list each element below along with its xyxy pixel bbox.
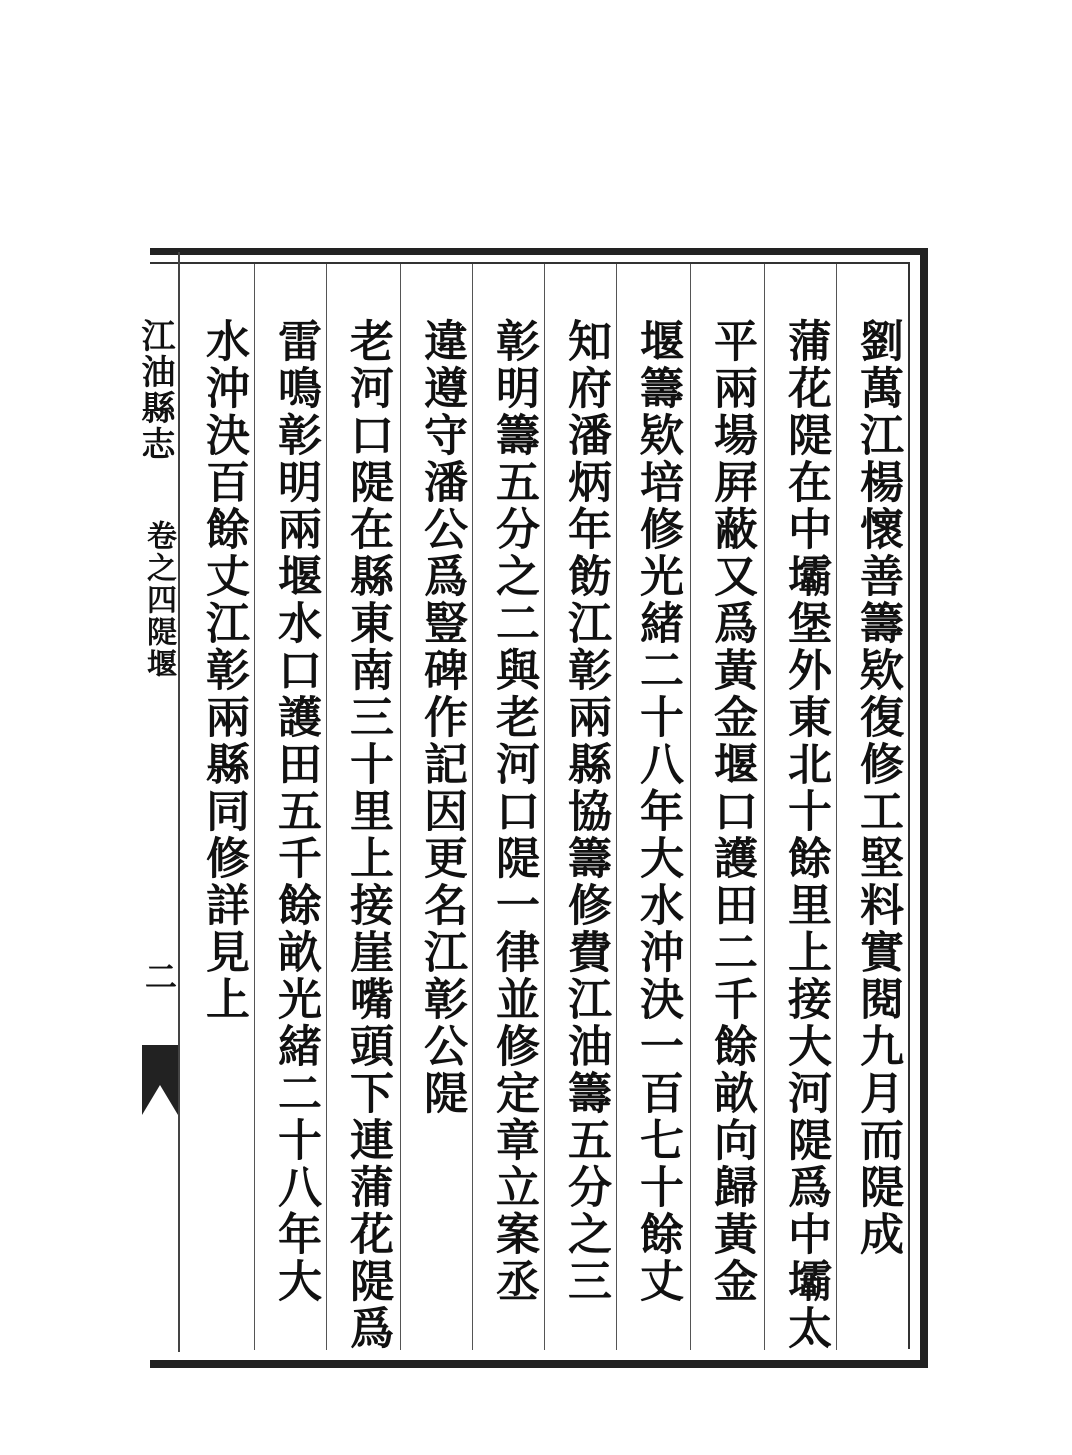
text-column-10: 水沖決百餘丈江彰兩縣同修詳見上 <box>198 318 249 1023</box>
column-rule <box>764 264 765 1350</box>
column-rule <box>400 264 401 1350</box>
column-rule <box>690 264 691 1350</box>
column-rule <box>616 264 617 1350</box>
text-column-1: 劉萬江楊懷善籌欵復修工堅料實閱九月而隄成 <box>852 318 903 1258</box>
text-column-4: 堰籌欵培修光緒二十八年大水沖決一百七十餘丈 <box>632 318 683 1305</box>
text-column-3: 平兩場屛蔽又爲黃金堰口護田二千餘畝向歸黃金 <box>706 318 757 1305</box>
text-column-2: 蒲花隄在中壩堡外東北十餘里上接大河隄爲中壩太 <box>780 318 831 1352</box>
text-column-5: 知府潘炳年飭江彰兩縣協籌修費江油籌五分之三 <box>560 318 611 1305</box>
fishtail-mark-icon <box>142 1045 178 1115</box>
column-rule <box>472 264 473 1350</box>
text-column-7: 違遵守潘公爲豎碑作記因更名江彰公隄 <box>416 318 467 1117</box>
fold-title: 江油縣志 <box>135 318 175 462</box>
column-rule <box>836 264 837 1350</box>
fold-page-number: 二 <box>140 960 178 992</box>
text-column-8: 老河口隄在縣東南三十里上接崖嘴頭下連蒲花隄爲 <box>342 318 393 1352</box>
column-rule <box>544 264 545 1350</box>
column-rule <box>326 264 327 1350</box>
column-rule <box>254 264 255 1350</box>
fold-volume: 卷之四隄堰 <box>141 520 176 680</box>
text-column-9: 雷鳴彰明兩堰水口護田五千餘畝光緒二十八年大 <box>270 318 321 1305</box>
text-column-6: 彰明籌五分之二與老河口隄一律並修定章立案丞 <box>488 318 539 1305</box>
